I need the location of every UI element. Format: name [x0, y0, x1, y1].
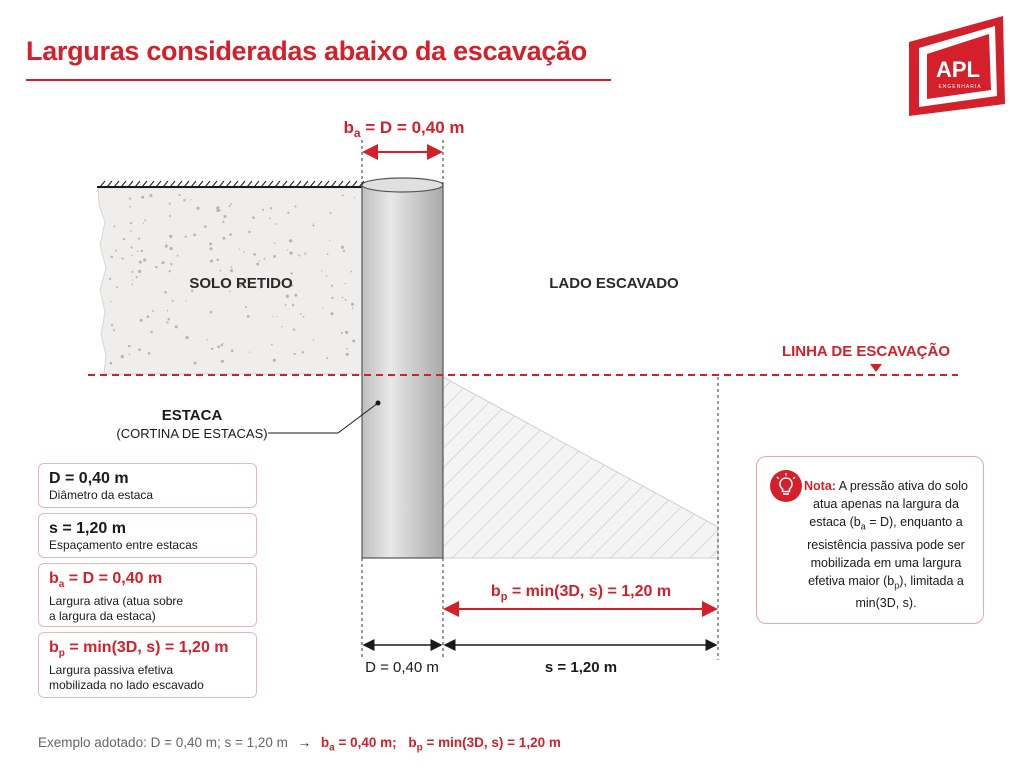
- infobox-bp: [38, 632, 257, 698]
- example-line: Exemplo adotado: D = 0,40 m; s = 1,20 $m \to b_a = 0,40$ m; $b_p = \min(3D$, s) = 1,20 m: [38, 735, 561, 754]
- infobox-d: [38, 463, 257, 508]
- infobox-s-desc: Espaçamento entre estacas: [49, 538, 198, 552]
- pile-top: [362, 178, 443, 192]
- label-solo-retido: SOLO RETIDO: [189, 275, 293, 292]
- label-linha-escavacao: LINHA DE ESCAVAÇÃO: [781, 343, 950, 360]
- infobox-d-desc: Diâmetro da estaca: [49, 488, 154, 502]
- infobox-bp-desc1: Largura passiva efetiva: [49, 663, 174, 678]
- bp-dimension-label: $b_p = \min(3D$, s) = 1,20 m: [490, 583, 672, 603]
- infobox-s-head: s = 1,20 m: [49, 520, 126, 537]
- pile-body: [362, 185, 443, 558]
- excavation-marker: [870, 364, 882, 372]
- s-dimension-label: s = 1,20 m: [544, 659, 618, 676]
- infobox-bp-head: $b_p = \min(3D$, s) = 1,20 m: [49, 639, 229, 660]
- arrow-right-icon: →: [297, 735, 312, 750]
- infobox-bp-desc2: mobilizada no lado escavado: [49, 678, 204, 693]
- logo-subtext: ENGENHARIA: [938, 84, 982, 90]
- note-box: [756, 456, 984, 624]
- infobox-ba: [38, 563, 257, 627]
- label-estaca-sub: (CORTINA DE ESTACAS): [116, 426, 268, 441]
- ba-dimension-label: $b_a = D = 0,40$ m: [343, 118, 465, 140]
- label-estaca: ESTACA: [161, 407, 223, 424]
- logo-text: APL: [936, 57, 980, 82]
- infobox-d-head: D = 0,40 m: [49, 470, 129, 487]
- passive-zone-hatch: [443, 377, 718, 558]
- infobox-ba-head: $b_a = D = 0,40$ m: [49, 570, 163, 591]
- label-lado-escavado: LADO ESCAVADO: [549, 275, 679, 292]
- infobox-ba-desc1: Largura ativa (atua sobre: [49, 594, 184, 609]
- infobox-s: [38, 513, 257, 558]
- d-dimension-label: D = 0,40 m: [365, 659, 439, 676]
- note-text: Nota: A pressão ativa do solo atua apenas na largura da estaca $(b_a = D)$, enquanto a resistência passiva pode ser mobilizada em uma largura efetiva maior $(b_p)$, limitada a min(3D, s).: [804, 479, 968, 610]
- infobox-ba-desc2: a largura da estaca): [49, 609, 156, 624]
- page-title: Larguras consideradas abaixo da escavação: [26, 36, 587, 66]
